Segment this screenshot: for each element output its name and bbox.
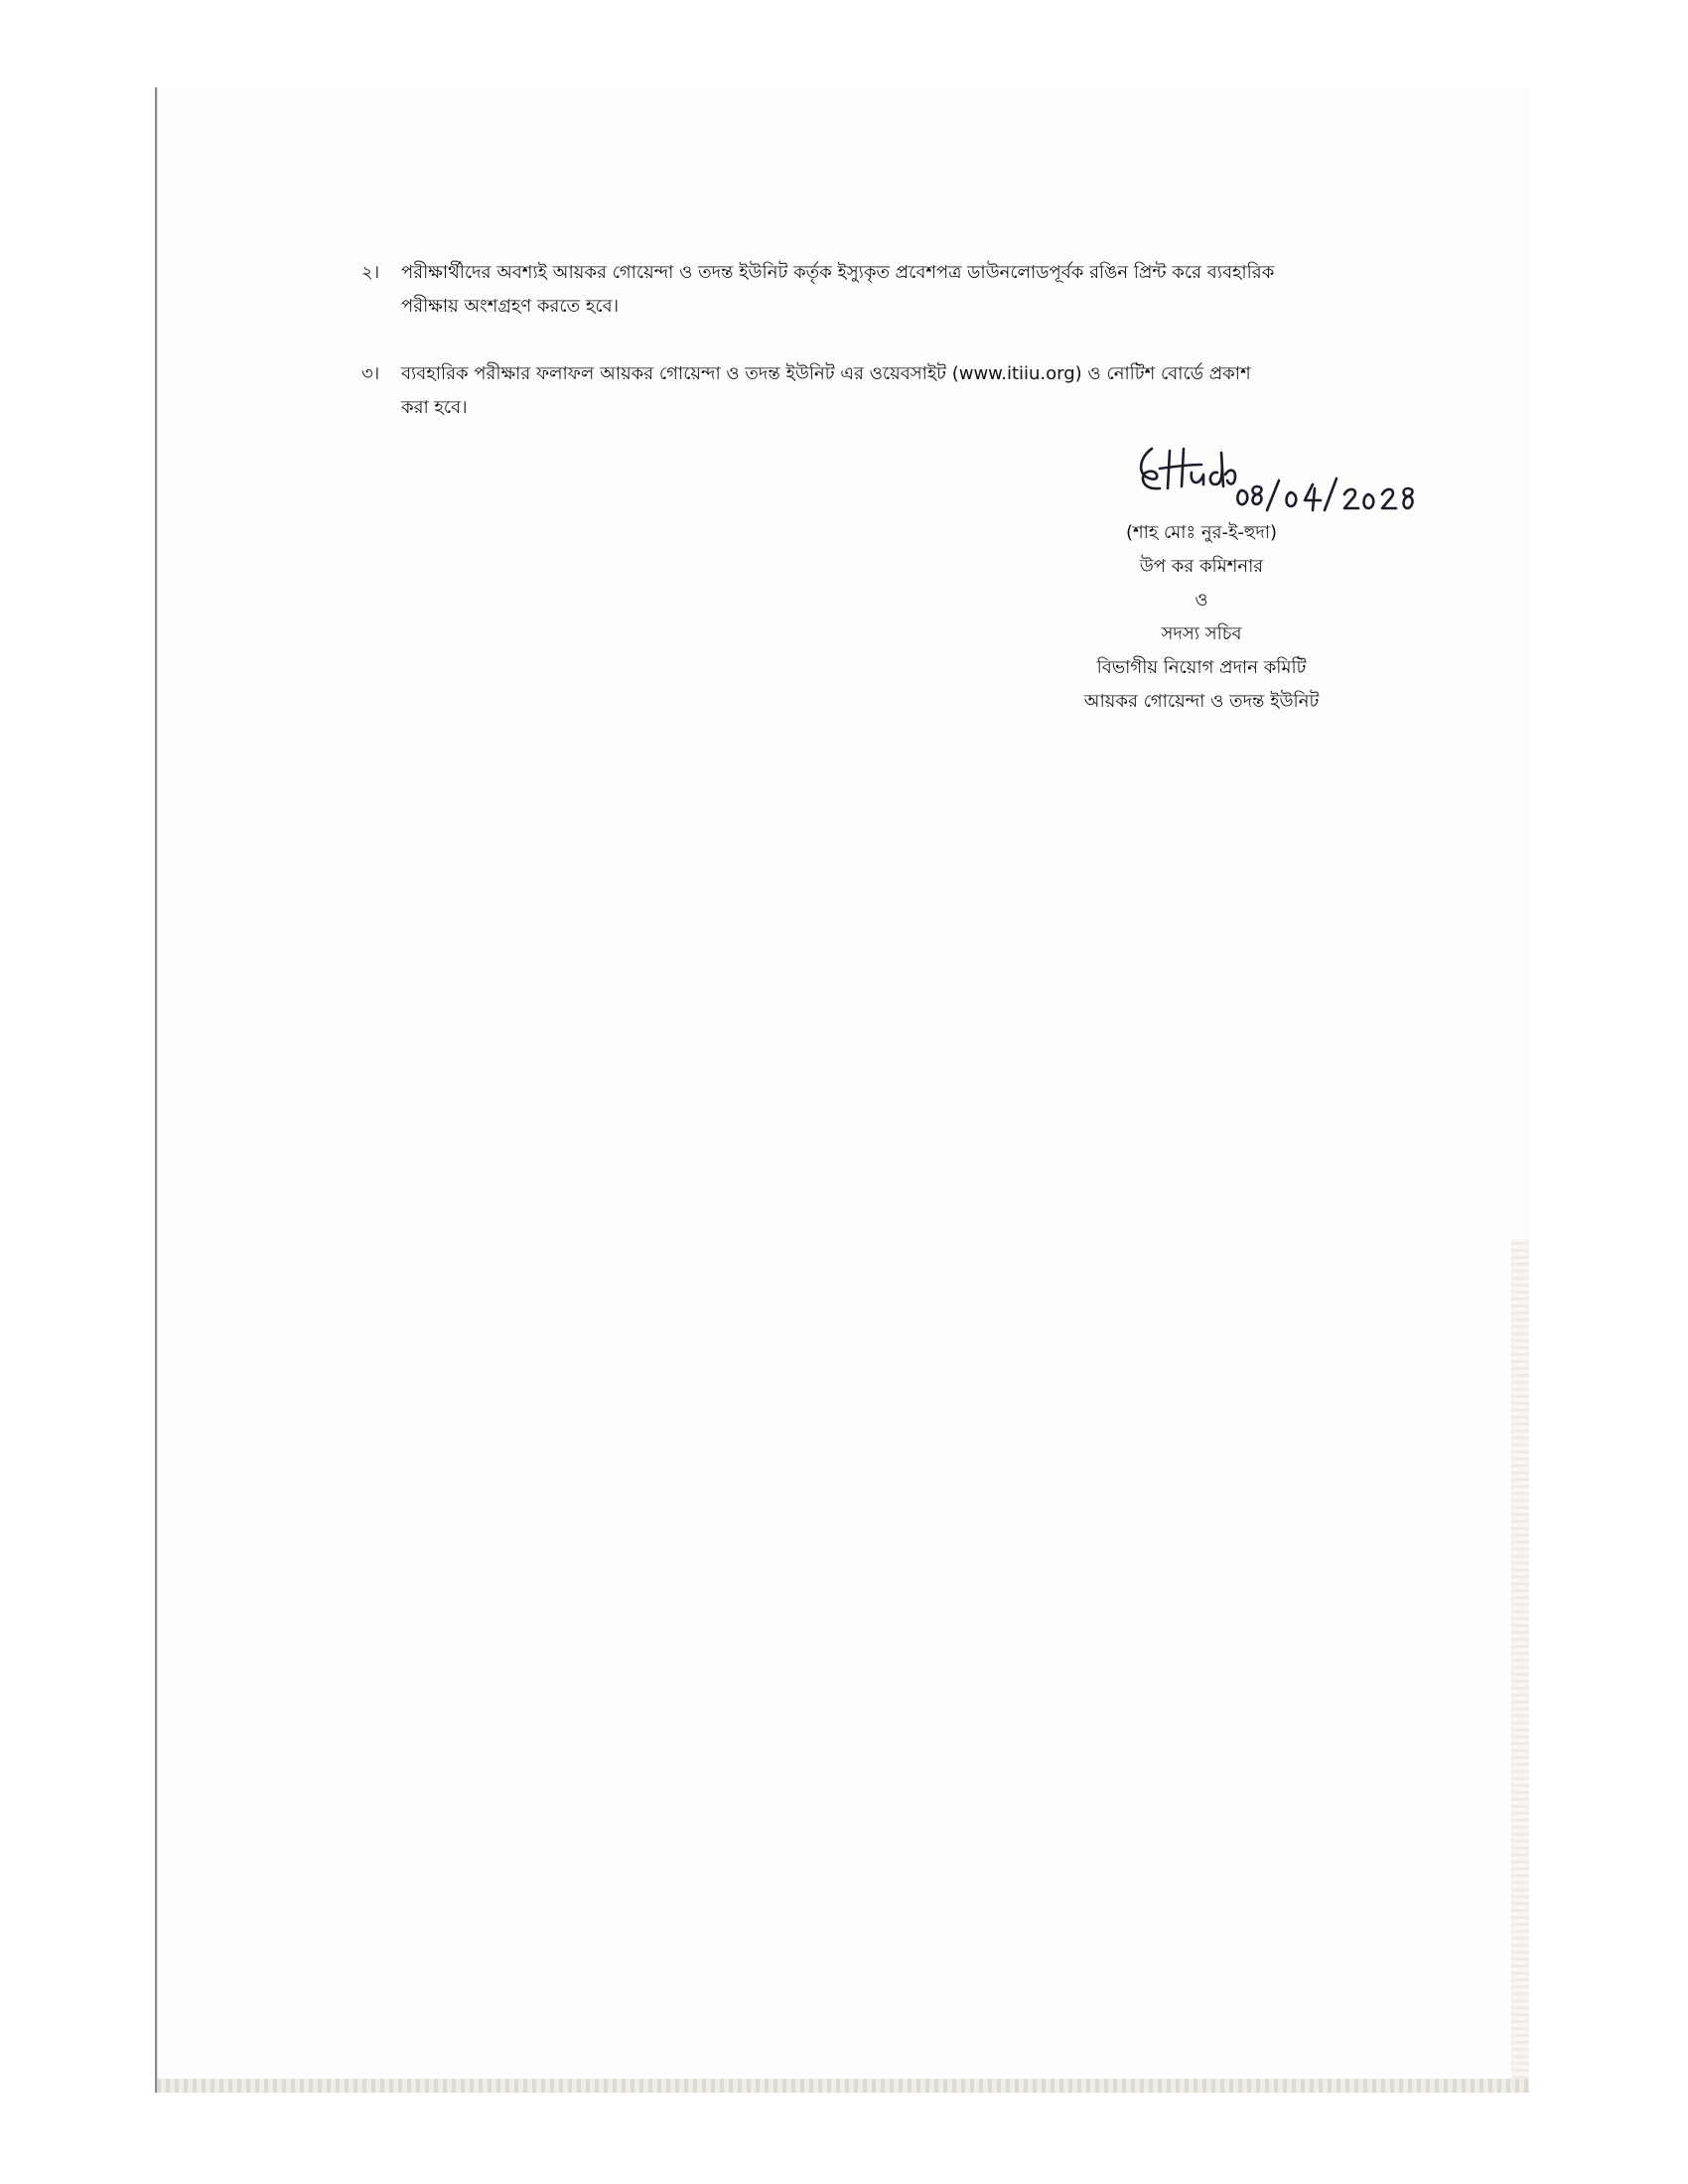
point-line: ব্যবহারিক পরীক্ষার ফলাফল আয়কর গোয়েন্দা ও তদন্ত ইউনিট এর ওয়েবসাইট (www.itiiu.org) ও নোটিশ বোর্ডে প্রকাশ <box>401 363 1251 384</box>
signatory-role: সদস্য সচিব <box>1161 623 1242 644</box>
signatory-committee: বিভাগীয় নিয়োগ প্রদান কমিটি <box>1096 657 1307 678</box>
signatory-block <box>1053 516 1350 719</box>
signatory-conjunction: ও <box>1195 590 1208 611</box>
point-line: পরীক্ষার্থীদের অবশ্যই আয়কর গোয়েন্দা ও তদন্ত ইউনিট কর্তৃক ইস্যুকৃত প্রবেশপত্র ডাউনলোডপূর্বক রঙিন প্রিন্ট করে ব্যবহারিক <box>401 262 1275 283</box>
point-number: ৩। <box>361 363 380 384</box>
signatory-name: (শাহ মোঃ নুর-ই-হুদা) <box>1125 522 1278 543</box>
signatory-organization: আয়কর গোয়েন্দা ও তদন্ত ইউনিট <box>1083 691 1320 712</box>
notice-point-2 <box>361 256 1378 324</box>
signatory-designation: উপ কর কমিশনার <box>1139 556 1264 577</box>
page-edge-texture <box>1511 1239 1529 2093</box>
point-line: করা হবে। <box>401 397 468 418</box>
page-bottom-texture <box>157 2079 1529 2093</box>
point-line: পরীক্ষায় অংশগ্রহণ করতে হবে। <box>401 296 620 317</box>
point-number: ২। <box>361 262 380 283</box>
notice-point-3 <box>361 357 1378 425</box>
